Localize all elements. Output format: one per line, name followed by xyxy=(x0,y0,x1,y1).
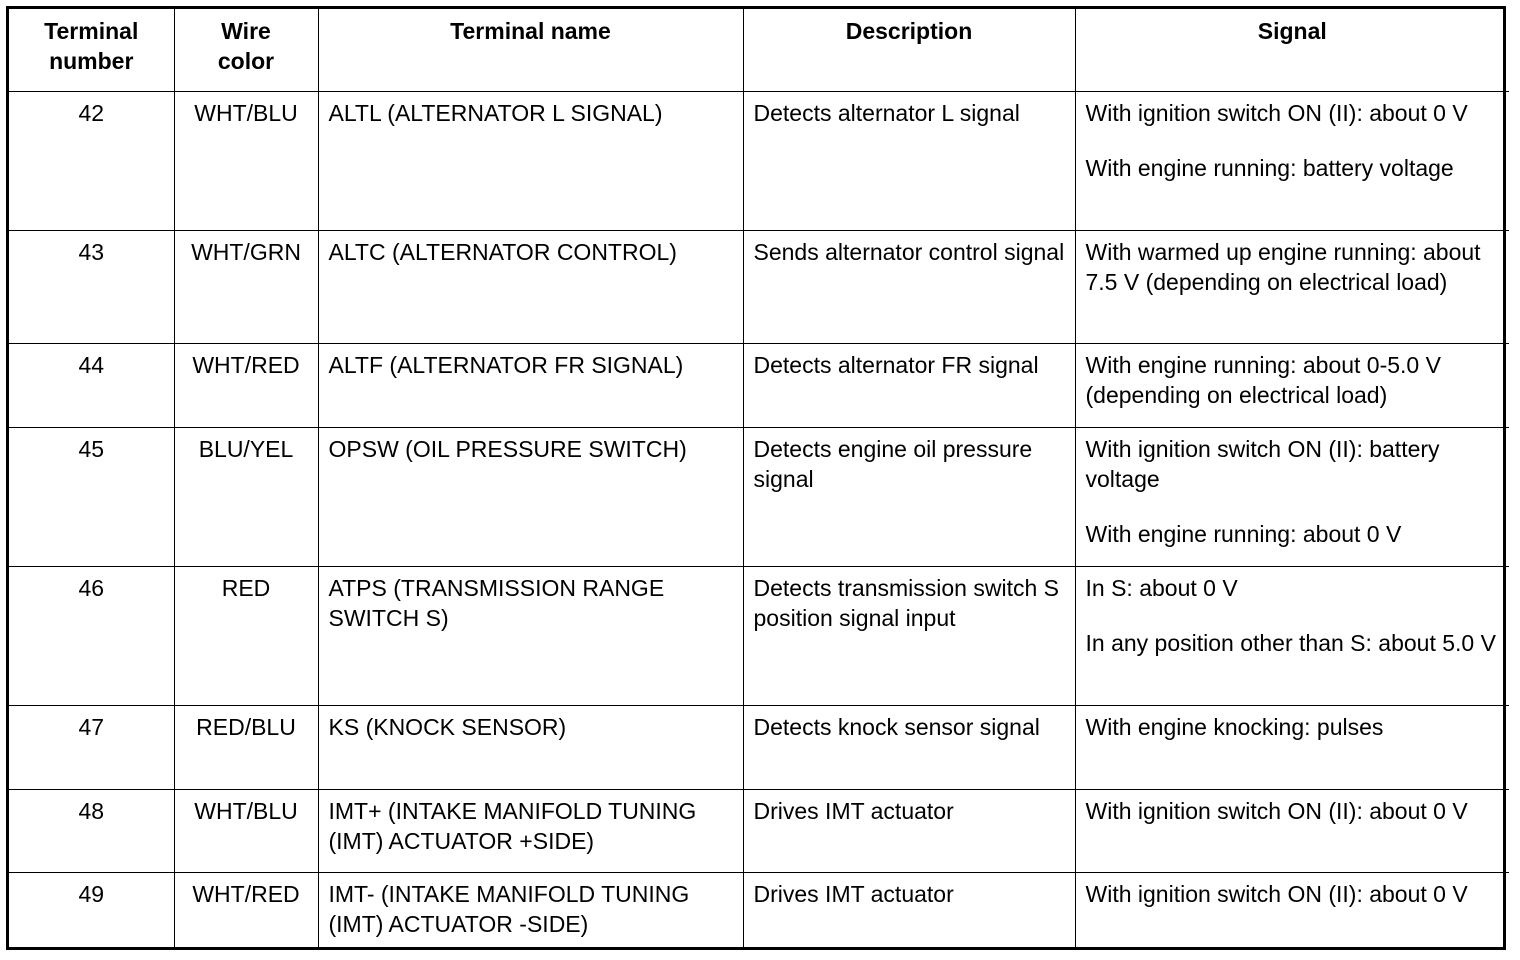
terminal-name-cell: ALTC (ALTERNATOR CONTROL) xyxy=(318,230,743,343)
header-wire-color: Wire color xyxy=(174,9,318,91)
signal-cell xyxy=(1075,91,1509,230)
wire-color-cell: WHT/BLU xyxy=(174,91,318,230)
terminal-number-cell: 44 xyxy=(9,343,174,427)
header-terminal-name: Terminal name xyxy=(318,9,743,91)
wire-color-cell: RED xyxy=(174,566,318,705)
signal-line: In S: about 0 V xyxy=(1085,574,1238,601)
signal-line: With warmed up engine running: about 7.5 V (depending on electrical load) xyxy=(1085,238,1481,295)
signal-line: In any position other than S: about 5.0 V xyxy=(1085,629,1496,656)
description-cell: Detects alternator FR signal xyxy=(743,343,1075,427)
table-header-row xyxy=(9,9,1509,91)
terminal-name-cell: ALTL (ALTERNATOR L SIGNAL) xyxy=(318,91,743,230)
terminal-name-cell: ATPS (TRANSMISSION RANGE SWITCH S) xyxy=(318,566,743,705)
terminal-number-cell: 43 xyxy=(9,230,174,343)
signal-cell xyxy=(1075,230,1509,343)
signal-cell xyxy=(1075,566,1509,705)
table-row xyxy=(9,91,1509,230)
signal-line: With ignition switch ON (II): about 0 V xyxy=(1085,99,1468,126)
table-row xyxy=(9,705,1509,789)
signal-line: With engine running: about 0 V xyxy=(1085,520,1402,547)
signal-line: With engine running: about 0-5.0 V (depending on electrical load) xyxy=(1085,351,1441,408)
signal-line: With ignition switch ON (II): battery voltage xyxy=(1085,435,1440,492)
signal-cell xyxy=(1075,427,1509,566)
terminal-name-cell: KS (KNOCK SENSOR) xyxy=(318,705,743,789)
description-cell: Drives IMT actuator xyxy=(743,872,1075,947)
table-row xyxy=(9,872,1509,947)
signal-line: With ignition switch ON (II): about 0 V xyxy=(1085,880,1468,907)
terminal-name-cell: IMT+ (INTAKE MANIFOLD TUNING (IMT) ACTUATOR +SIDE) xyxy=(318,789,743,872)
terminal-number-cell: 45 xyxy=(9,427,174,566)
description-cell: Detects engine oil pressure signal xyxy=(743,427,1075,566)
signal-line: With engine knocking: pulses xyxy=(1085,713,1384,740)
description-cell: Detects knock sensor signal xyxy=(743,705,1075,789)
description-cell: Sends alternator control signal xyxy=(743,230,1075,343)
header-signal: Signal xyxy=(1075,9,1509,91)
signal-line: With ignition switch ON (II): about 0 V xyxy=(1085,797,1468,824)
terminal-number-cell: 48 xyxy=(9,789,174,872)
description-cell: Drives IMT actuator xyxy=(743,789,1075,872)
terminal-name-cell: ALTF (ALTERNATOR FR SIGNAL) xyxy=(318,343,743,427)
signal-line: With engine running: battery voltage xyxy=(1085,154,1454,181)
terminal-table-frame xyxy=(6,6,1506,950)
table-row xyxy=(9,789,1509,872)
header-description: Description xyxy=(743,9,1075,91)
table-row xyxy=(9,427,1509,566)
terminal-number-cell: 49 xyxy=(9,872,174,947)
terminal-number-cell: 46 xyxy=(9,566,174,705)
terminal-name-cell: IMT- (INTAKE MANIFOLD TUNING (IMT) ACTUATOR -SIDE) xyxy=(318,872,743,947)
description-cell: Detects transmission switch S position signal input xyxy=(743,566,1075,705)
terminal-name-cell: OPSW (OIL PRESSURE SWITCH) xyxy=(318,427,743,566)
wire-color-cell: BLU/YEL xyxy=(174,427,318,566)
description-cell: Detects alternator L signal xyxy=(743,91,1075,230)
signal-cell xyxy=(1075,872,1509,947)
terminal-number-cell: 47 xyxy=(9,705,174,789)
signal-cell xyxy=(1075,343,1509,427)
wire-color-cell: WHT/BLU xyxy=(174,789,318,872)
table-row xyxy=(9,566,1509,705)
terminal-number-cell: 42 xyxy=(9,91,174,230)
wire-color-cell: WHT/RED xyxy=(174,343,318,427)
wire-color-cell: WHT/GRN xyxy=(174,230,318,343)
table-row xyxy=(9,230,1509,343)
header-terminal-number: Terminal number xyxy=(9,9,174,91)
wire-color-cell: WHT/RED xyxy=(174,872,318,947)
table-row xyxy=(9,343,1509,427)
signal-cell xyxy=(1075,705,1509,789)
signal-cell xyxy=(1075,789,1509,872)
wire-color-cell: RED/BLU xyxy=(174,705,318,789)
terminal-table xyxy=(9,9,1509,947)
